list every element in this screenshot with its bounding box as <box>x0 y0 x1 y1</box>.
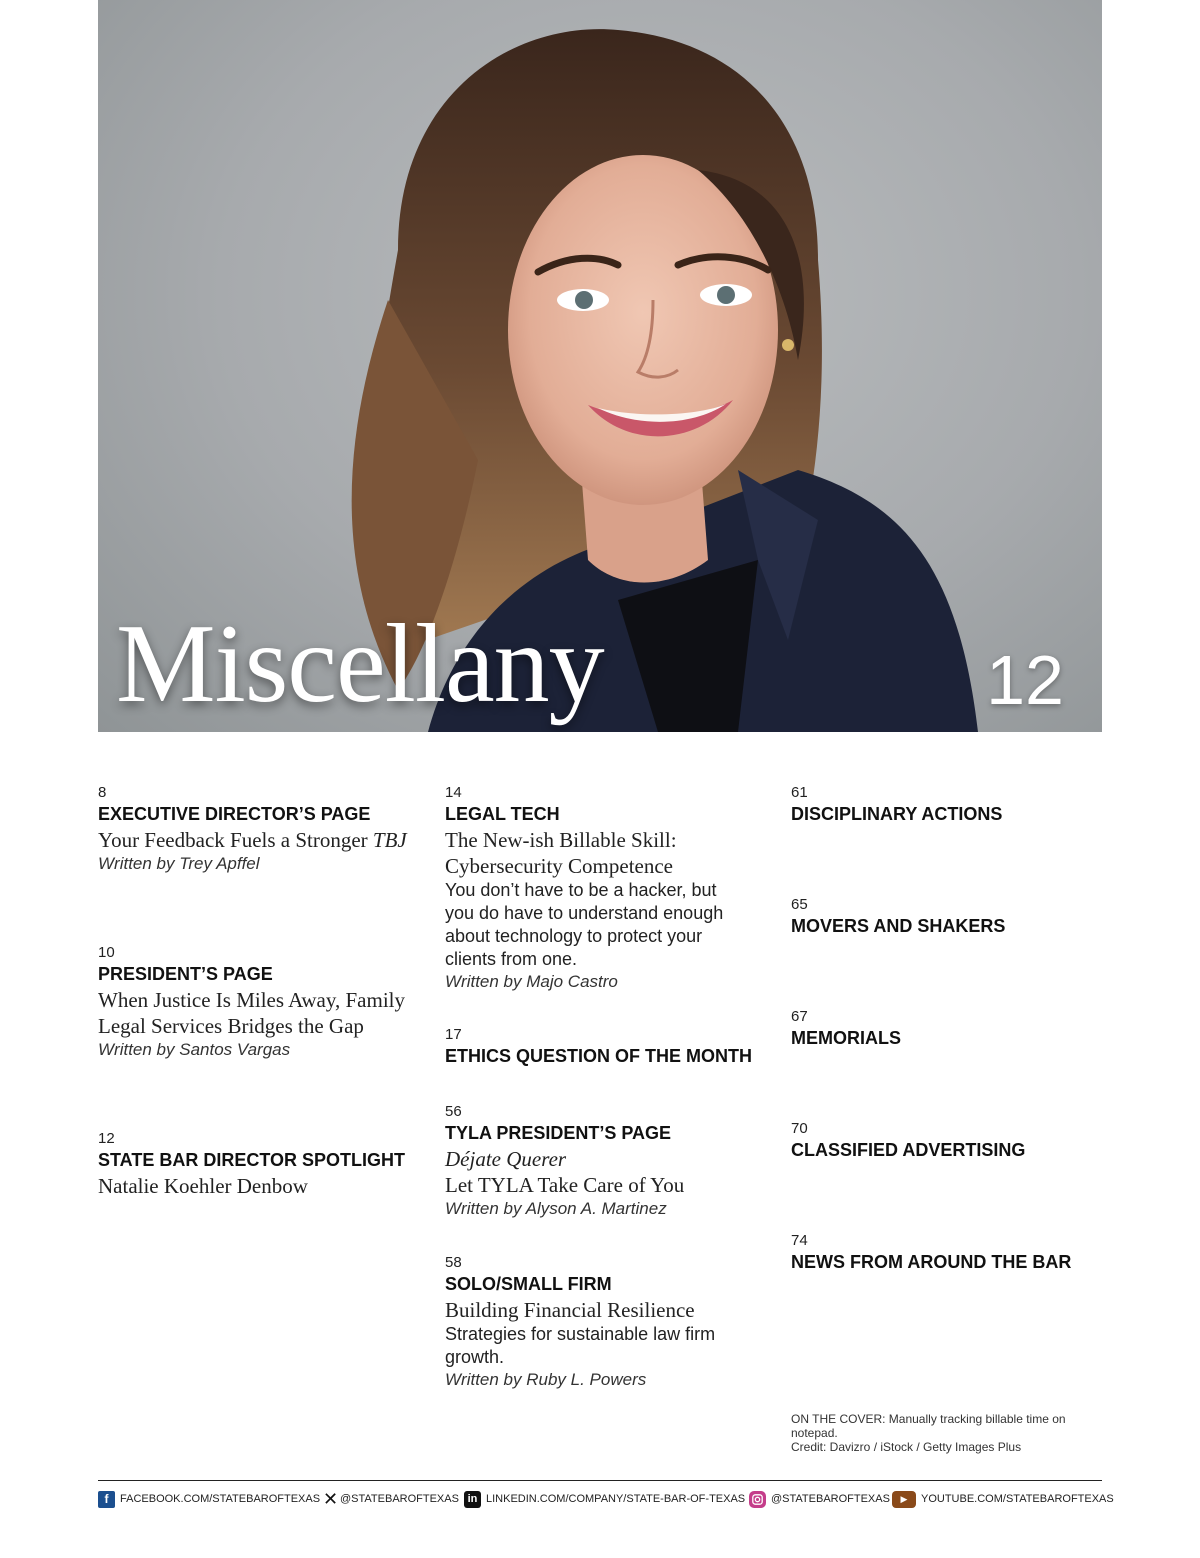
toc-entry[interactable] <box>98 1130 418 1199</box>
facebook-icon: f <box>98 1491 115 1508</box>
toc-entry[interactable] <box>791 1232 1111 1273</box>
instagram-link-text: @STATEBAROFTEXAS <box>771 1493 890 1505</box>
section-heading: NEWS FROM AROUND THE BAR <box>791 1252 1072 1272</box>
facebook-link[interactable] <box>98 1489 320 1509</box>
linkedin-link-text: LINKEDIN.COM/COMPANY/STATE-BAR-OF-TEXAS <box>486 1493 746 1505</box>
byline: Written by Ruby L. Powers <box>445 1370 647 1389</box>
section-heading: SOLO/SMALL FIRM <box>445 1274 612 1294</box>
toc-entry[interactable] <box>791 784 1111 825</box>
section-heading: DISCIPLINARY ACTIONS <box>791 804 1003 824</box>
article-title: When Justice Is Miles Away, Family Legal Services Bridges the Gap <box>98 988 406 1038</box>
section-heading: TYLA PRESIDENT’S PAGE <box>445 1123 672 1143</box>
section-heading: PRESIDENT’S PAGE <box>98 964 273 984</box>
page-number: 12 <box>98 1130 115 1147</box>
instagram-link[interactable] <box>749 1489 890 1509</box>
toc-entry[interactable] <box>445 1103 775 1219</box>
article-title: The New-ish Billable Skill: Cybersecurity Competence <box>445 828 677 878</box>
article-description: You don’t have to be a hacker, but you do have to understand enough about technology to protect your clients from one. <box>445 880 724 969</box>
toc-entry[interactable] <box>445 1254 775 1390</box>
facebook-link-text: FACEBOOK.COM/STATEBAROFTEXAS <box>120 1493 321 1505</box>
section-heading: MOVERS AND SHAKERS <box>791 916 1006 936</box>
page-number: 14 <box>445 784 462 801</box>
hero-photo <box>98 0 1102 732</box>
page-number: 74 <box>791 1232 808 1249</box>
page-number: 70 <box>791 1120 808 1137</box>
article-title: Building Financial Resilience <box>445 1298 695 1322</box>
page-number: 56 <box>445 1103 462 1120</box>
toc-entry[interactable] <box>445 1026 775 1067</box>
toc-entry[interactable] <box>791 896 1111 937</box>
x-icon: ✕ <box>322 1488 339 1509</box>
linkedin-icon: in <box>464 1491 481 1508</box>
section-heading: MEMORIALS <box>791 1028 901 1048</box>
toc-entry[interactable] <box>98 784 418 874</box>
page-number: 61 <box>791 784 808 801</box>
section-heading: CLASSIFIED ADVERTISING <box>791 1140 1026 1160</box>
youtube-icon: ▶ <box>892 1491 916 1508</box>
x-link[interactable] <box>322 1489 459 1509</box>
section-heading: LEGAL TECH <box>445 804 560 824</box>
article-title: Natalie Koehler Denbow <box>98 1174 308 1198</box>
article-title: Let TYLA Take Care of You <box>445 1173 685 1197</box>
page-number: 67 <box>791 1008 808 1025</box>
hero-page-number: 12 <box>986 641 1064 719</box>
toc-entry[interactable] <box>791 1008 1111 1049</box>
youtube-link[interactable] <box>892 1489 1114 1509</box>
cover-credit-line: Credit: Davizro / iStock / Getty Images Plus <box>791 1440 1022 1454</box>
hero-title: Miscellany <box>116 602 604 726</box>
linkedin-link[interactable] <box>464 1489 745 1509</box>
footer-divider <box>98 1480 1102 1481</box>
byline: Written by Alyson A. Martinez <box>445 1199 667 1218</box>
section-heading: ETHICS QUESTION OF THE MONTH <box>445 1046 753 1066</box>
page-number: 8 <box>98 784 107 801</box>
youtube-link-text: YOUTUBE.COM/STATEBAROFTEXAS <box>921 1493 1114 1505</box>
page-number: 17 <box>445 1026 462 1043</box>
cover-caption: ON THE COVER: Manually tracking billable time on notepad. <box>791 1412 1066 1440</box>
page-number: 65 <box>791 896 808 913</box>
cover-credit <box>791 1412 1111 1454</box>
toc-entry[interactable] <box>98 944 418 1060</box>
article-title-text: Your Feedback Fuels a Stronger <box>98 828 373 852</box>
article-description: Strategies for sustainable law firm growth. <box>445 1324 716 1367</box>
byline: Written by Trey Apffel <box>98 854 260 873</box>
byline: Written by Majo Castro <box>445 972 618 991</box>
byline: Written by Santos Vargas <box>98 1040 291 1059</box>
section-heading: EXECUTIVE DIRECTOR’S PAGE <box>98 804 371 824</box>
section-heading: STATE BAR DIRECTOR SPOTLIGHT <box>98 1150 406 1170</box>
article-title-italic: Déjate Querer <box>445 1147 567 1171</box>
toc-entry[interactable] <box>791 1120 1111 1161</box>
x-link-text: @STATEBAROFTEXAS <box>340 1493 459 1505</box>
page-number: 58 <box>445 1254 462 1271</box>
article-title-italic: TBJ <box>372 828 407 852</box>
article-title <box>98 827 418 853</box>
instagram-icon <box>749 1491 766 1508</box>
page-number: 10 <box>98 944 115 961</box>
toc-entry[interactable] <box>445 784 775 992</box>
